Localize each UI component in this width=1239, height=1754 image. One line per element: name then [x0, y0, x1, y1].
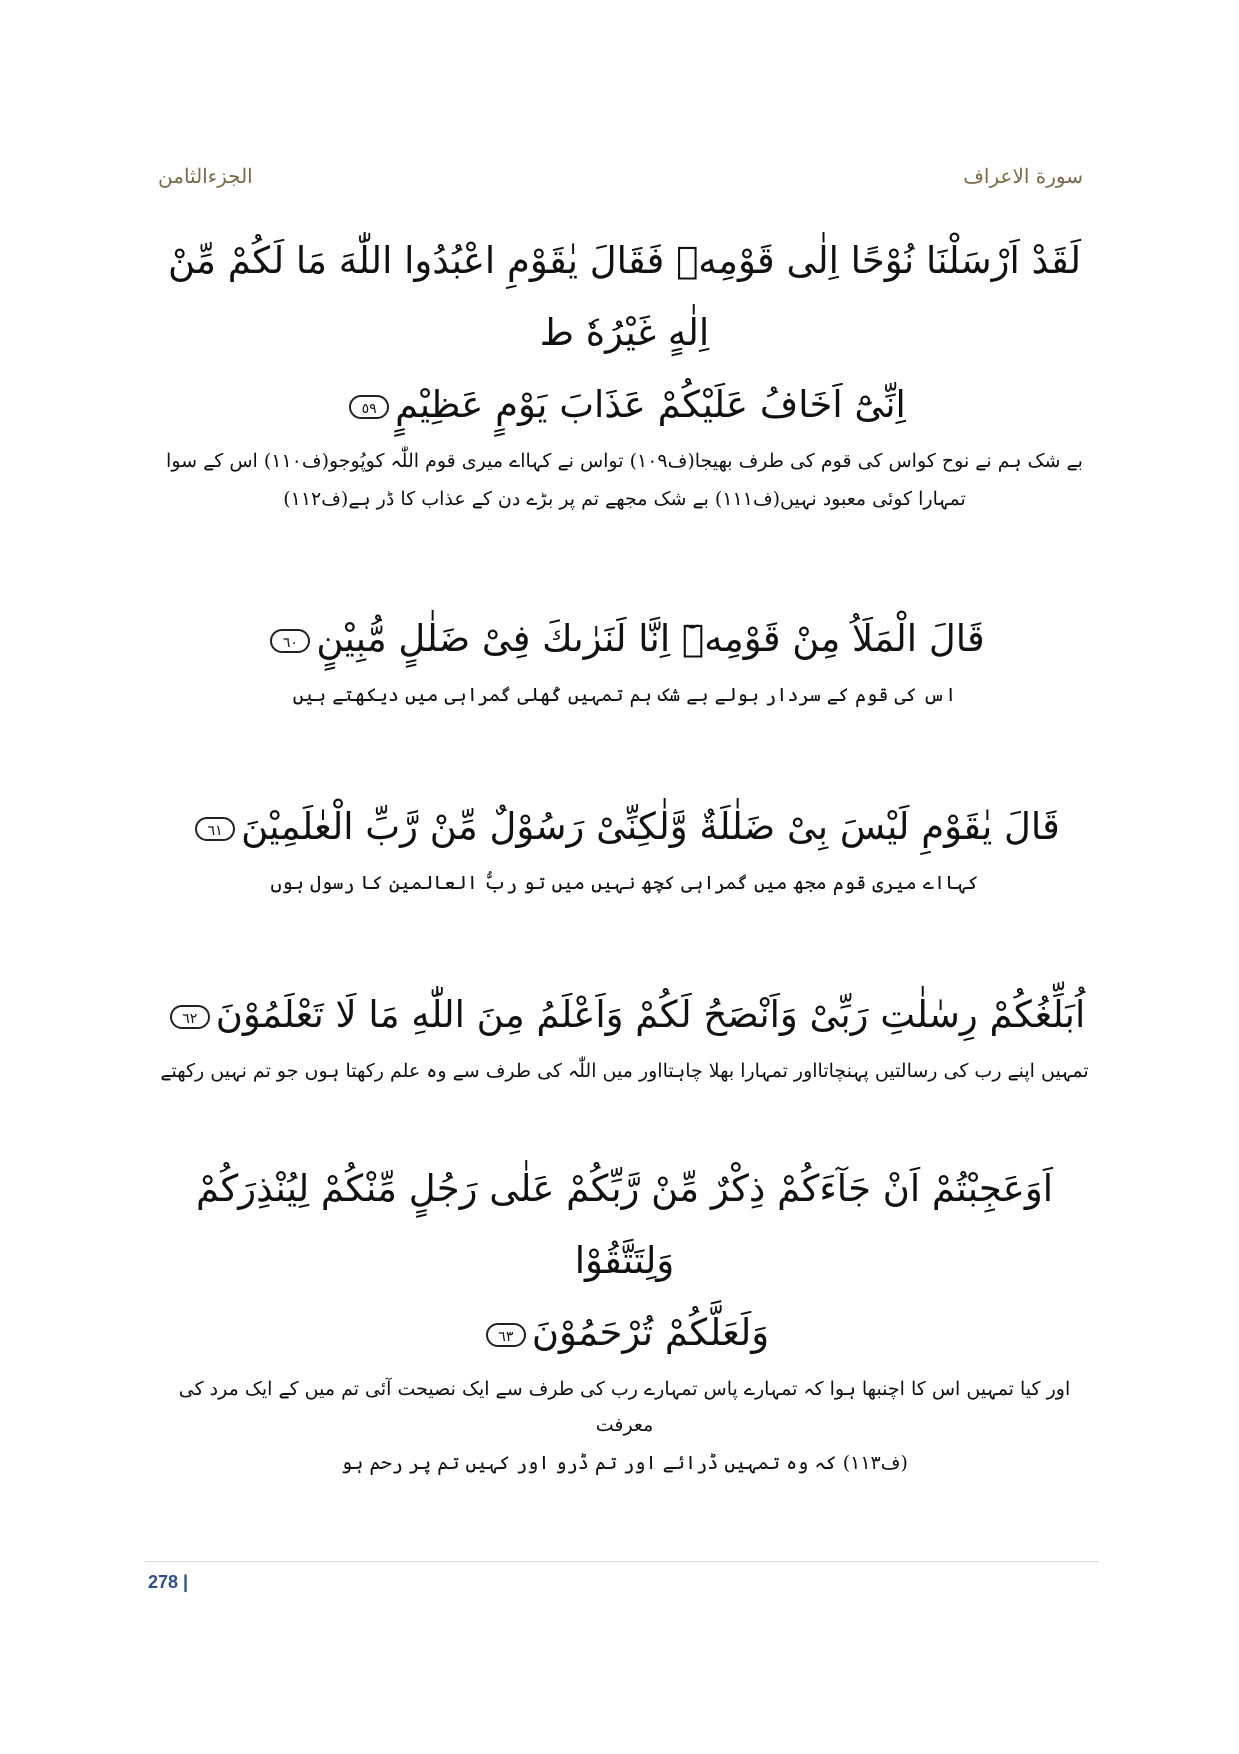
verse-60	[150, 603, 1099, 713]
ayah-text: قَالَ يٰقَوْمِ لَيْسَ بِیْ ضَلٰلَةٌ وَّلٰكِنِّیْ رَسُوْلٌ مِّنْ رَّبِّ الْعٰلَمِيْنَ	[241, 805, 1060, 848]
ayah-line	[150, 1297, 1099, 1369]
translation-line: تمہیں اپنے رب کی رسالتیں پہنچاتااور تمہارا بھلا چاہتااور میں اللّٰہ کی طرف سے وہ علم رکھتا ہوں جو تم نہیں رکھتے	[160, 1060, 1089, 1082]
ayah-line	[150, 791, 1099, 863]
ayah-line: اَوَعَجِبْتُمْ اَنْ جَآءَكُمْ ذِكْرٌ مِّنْ رَّبِّكُمْ عَلٰى رَجُلٍ مِّنْكُمْ لِيُنْذِرَكُمْ وَلِتَتَّقُوْا	[196, 1167, 1053, 1282]
verses-container	[150, 225, 1099, 1481]
ayah-text: اِنِّیْٓ اَخَافُ عَلَيْكُمْ عَذَابَ يَوْمٍ عَظِيْمٍ	[395, 383, 906, 426]
translation-line: اور کیا تمہیں اس کا اچنبھا ہوا کہ تمہارے پاس تمہارے رب کی طرف سے ایک نصیحت آئی تم میں کے ایک مرد کی معرفت	[178, 1378, 1071, 1436]
page-number: 278 |	[148, 1572, 189, 1592]
ayah-text: اُبَلِّغُكُمْ رِسٰلٰتِ رَبِّیْ وَاَنْصَحُ لَكُمْ وَاَعْلَمُ مِنَ اللّٰهِ مَا لَا تَعْلَمُوْنَ	[215, 993, 1086, 1036]
translation-line: بے شک ہم نے نوح کواس کی قوم کی طرف بھیجا(ف۱۰۹) تواس نے کہااے میری قوم اللّٰہ کوپُوجو(ف۱۱۰) اس کے سوا	[166, 450, 1083, 472]
ayah-text: وَلَعَلَّكُمْ تُرْحَمُوْنَ	[531, 1311, 770, 1354]
ayah-text: قَالَ الْمَلَاُ مِنْ قَوْمِهٖٓ اِنَّا لَنَرٰىكَ فِیْ ضَلٰلٍ مُّبِیْنٍ	[316, 617, 985, 660]
verse-63	[150, 1153, 1099, 1481]
translation-line: اس کی قوم کے سردار بولے بے شک ہم تمہیں کُھلی گمراہی میں دیکھتے ہیں	[292, 684, 957, 706]
surah-header: سورة الاعراف	[963, 164, 1083, 188]
verse-61	[150, 791, 1099, 901]
verse-62	[150, 979, 1099, 1089]
ayah-line	[150, 979, 1099, 1051]
ayah-number-marker: ٦٣	[486, 1323, 526, 1347]
ayah-line	[150, 603, 1099, 675]
ayah-line: لَقَدْ اَرْسَلْنَا نُوْحًا اِلٰى قَوْمِهٖ فَقَالَ يٰقَوْمِ اعْبُدُوا اللّٰهَ مَا لَكُمْ مِّنْ اِلٰهٍ غَيْرُهٗ ط	[168, 239, 1081, 354]
ayah-number-marker: ٥٩	[349, 395, 389, 419]
ayah-number-marker: ٦٠	[270, 629, 310, 653]
juz-header: الجزءالثامن	[158, 164, 253, 188]
translation-line: کہااے میری قوم مجھ میں گمراہی کچھ نہیں میں تو ربُّ العالمین کا رسول ہوں	[270, 872, 979, 894]
translation-line: تمہارا کوئی معبود نہیں(ف۱۱۱) بے شک مجھے تم پر بڑے دن کے عذاب کا ڈر ہے(ف۱۱۲)	[283, 488, 966, 510]
ayah-number-marker: ٦١	[195, 817, 235, 841]
ayah-line	[150, 369, 1099, 441]
verse-59	[150, 225, 1099, 517]
translation-line: (ف۱۱۳) کہ وہ تمہیں ڈرائے اور تم ڈرو اور کہیں تم پر رحم ہو	[341, 1452, 908, 1474]
ayah-number-marker: ٦٢	[170, 1005, 210, 1029]
footer-divider	[145, 1561, 1099, 1562]
